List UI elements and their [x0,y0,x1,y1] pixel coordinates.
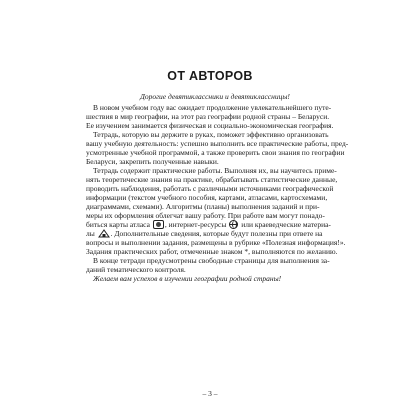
paragraph-line: В конце тетради предусмотрены свободные страницы для выполнения за- [93,256,330,265]
local-history-icon [98,229,110,238]
paragraph-line: Ее изучением занимается физическая и социально-экономическая география. [86,121,334,130]
page-title: ОТ АВТОРОВ [167,69,253,83]
internet-globe-icon [229,220,238,229]
paragraph-line: вопросы и выполнении задания, размещены в рубрике «Полезная информация!». [86,238,346,247]
paragraph-line: нять теоретические знания на практике, обрабатывать статистические данные, [86,175,338,184]
paragraph-line-with-icons [86,229,344,238]
paragraph-line: Задания практических работ, отмеченные знаком *, выполняются по желанию. [86,247,338,256]
paragraph-line: усмотренные учебной программой, а также проверить свои знания по географии [86,148,345,157]
paragraph-line: В новом учебном году вас ожидает продолжение увлекательнейшего путе- [93,103,332,112]
paragraph-line-with-icons [86,220,344,229]
paragraph-line: шествия в мир географии, на этот раз географии родной страны – Беларуси. [86,112,330,121]
icon-line-text: биться карты атласа [86,220,150,229]
paragraph-line: Тетрадь содержит практические работы. Выполняя их, вы научитесь приме- [93,166,337,175]
paragraph-line: проводить наблюдения, работать с различными источниками географической [86,184,334,193]
icon-line-text: лы [86,229,95,238]
paragraph-line: Тетрадь, которую вы держите в руках, поможет эффективно организовать [93,130,329,139]
icon-line-text: или краеведческие материа- [241,220,331,229]
paragraph-line: информации (текстом учебного пособия, картами, атласами, картосхемами, [86,193,328,202]
atlas-map-icon [153,220,164,229]
icon-line-text: . Дополнительные сведения, которые будут полезны при ответе на [110,229,323,238]
greeting: Дорогие девятиклассники и девятиклассницы! [140,92,290,101]
paragraph-line: даний тематического контроля. [86,265,186,274]
paragraph-line: Беларуси, закрепить полученные навыки. [86,157,219,166]
paragraph-line: меры их оформления облегчат вашу работу. При работе вам могут понадо- [86,211,325,220]
page-number: – 3 – [202,389,218,398]
paragraph-line: вашу учебную деятельность: успешно выполнить все практические работы, пред- [86,139,349,148]
paragraph-line: диаграммами, схемами). Алгоритмы (планы) выполнения заданий и при- [86,202,320,211]
body-text [86,92,349,283]
icon-line-text: , интернет-ресурсы [164,220,227,229]
closing-wish: Желаем вам успехов в изучении географии родной страны! [93,274,282,283]
